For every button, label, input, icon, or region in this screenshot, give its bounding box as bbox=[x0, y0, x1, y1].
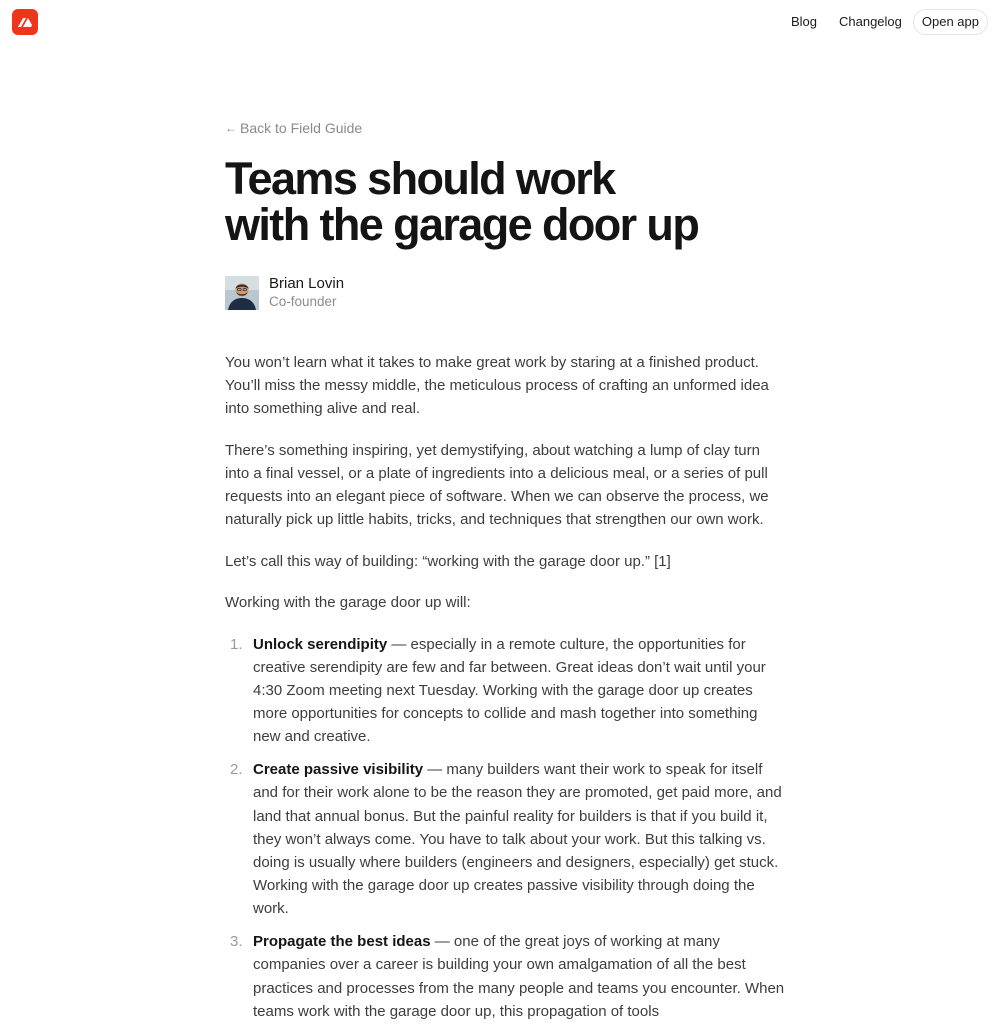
open-app-button[interactable]: Open app bbox=[913, 9, 988, 35]
top-bar bbox=[0, 0, 1000, 44]
list-item-heading: Propagate the best ideas bbox=[253, 933, 431, 951]
author-name[interactable]: Brian Lovin bbox=[269, 275, 345, 292]
list-item bbox=[225, 930, 785, 1023]
paragraph: Working with the garage door up will: bbox=[225, 594, 471, 612]
list-item bbox=[225, 633, 785, 749]
list-item-text: — many builders want their work to speak for itself and for their work alone to be the reason they are promoted, get paid more, and land that annual bonus. But the painful reality for builders is that if you build it, they won’t always come. You have to talk about your work. But this talking vs. doing is usually where builders (engineers and designers, especially) get stuck. Working with the garage door up creates passive visibility through doing the work. bbox=[253, 761, 782, 918]
title-line-2: with the garage door up bbox=[225, 199, 699, 250]
list-item-heading: Create passive visibility bbox=[253, 761, 424, 779]
benefits-list bbox=[225, 633, 785, 1023]
paragraph: Let’s call this way of building: “working with the garage door up.” [1] bbox=[225, 552, 671, 570]
paragraph: There’s something inspiring, yet demystifying, about watching a lump of clay turn into a final vessel, or a plate of ingredients into a delicious meal, or a series of pull requests into an elegant piece of software. When we can observe the process, we naturally pick up little habits, tricks, and techniques that strengthen our own work. bbox=[225, 441, 769, 529]
list-item-heading: Unlock serendipity bbox=[253, 635, 388, 653]
article bbox=[225, 118, 785, 1033]
avatar[interactable] bbox=[225, 276, 259, 310]
title-line-1: Teams should work bbox=[225, 153, 615, 204]
list-number: 2. bbox=[230, 761, 243, 779]
author-byline bbox=[225, 274, 785, 311]
back-link-label: Back to Field Guide bbox=[240, 120, 363, 136]
author-text bbox=[269, 274, 344, 311]
list-item bbox=[225, 758, 785, 920]
back-to-field-guide-link[interactable] bbox=[225, 118, 362, 138]
article-body bbox=[225, 351, 785, 1023]
logo-icon[interactable] bbox=[12, 9, 38, 35]
list-item-text: — especially in a remote culture, the opportunities for creative serendipity are few and far between. Great ideas don’t wait until your 4:30 Zoom meeting next Tuesday. Working with the garage door up creates more opportunities for concepts to collide and mash together into something new and creative. bbox=[253, 635, 766, 746]
top-nav bbox=[791, 9, 988, 35]
paragraph: You won’t learn what it takes to make great work by staring at a finished product. You’ll miss the messy middle, the meticulous process of crafting an unformed idea into something alive and real. bbox=[225, 354, 769, 418]
author-role: Co-founder bbox=[269, 294, 337, 309]
arrow-left-icon: ← bbox=[225, 121, 237, 135]
nav-blog-link[interactable]: Blog bbox=[790, 14, 817, 29]
list-item-text: — one of the great joys of working at many companies over a career is building your own amalgamation of all the best practices and processes from the many people and teams you encounter. When teams work with the garage door up, this propagation of tools bbox=[253, 933, 785, 1020]
nav-changelog-link[interactable]: Changelog bbox=[839, 14, 902, 29]
list-number: 1. bbox=[230, 635, 243, 653]
list-number: 3. bbox=[230, 933, 243, 951]
page-title bbox=[225, 153, 785, 250]
